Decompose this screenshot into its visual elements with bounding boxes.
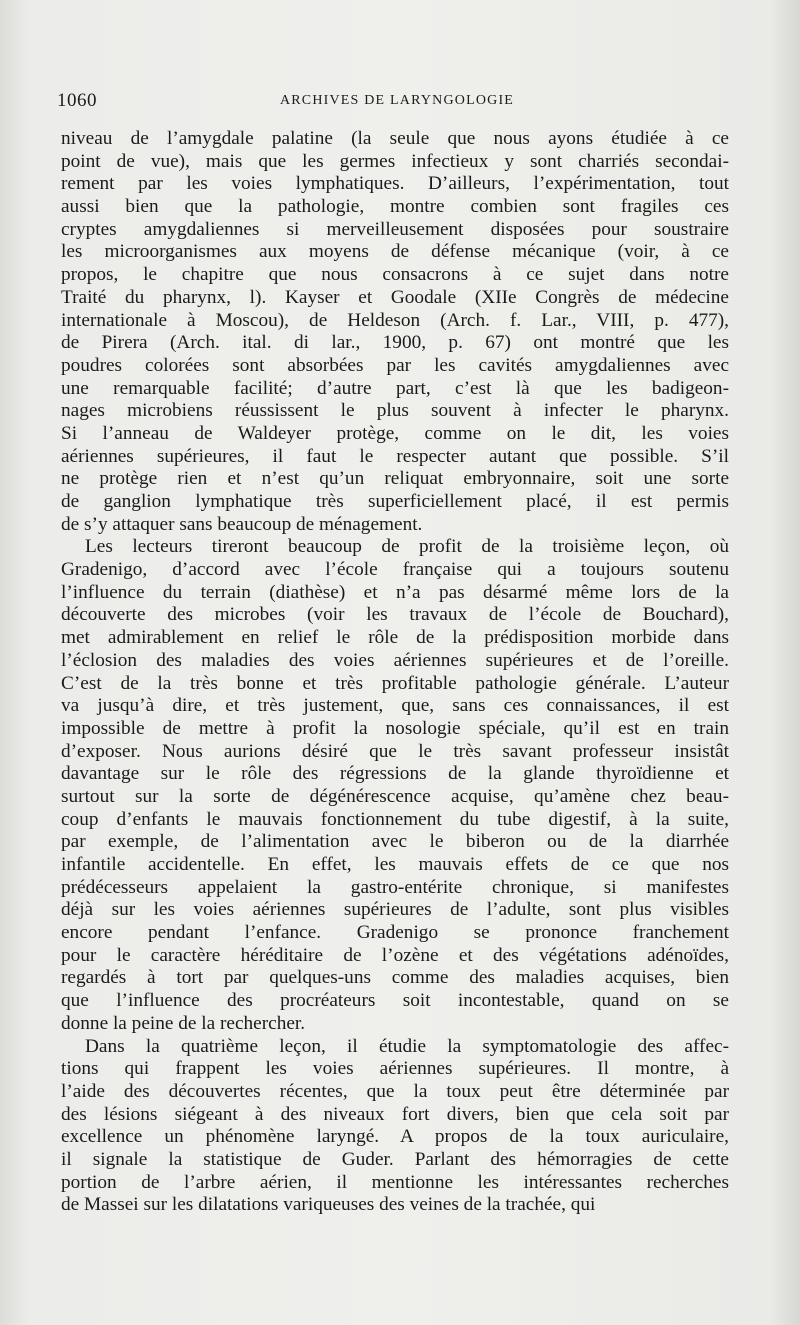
text-line: portion de l’arbre aérien, il mentionne les intéressantes recherches <box>61 1171 729 1193</box>
text-line: que l’influence des procréateurs soit incontestable, quand on se <box>61 990 729 1012</box>
text-line: Traité du pharynx, l). Kayser et Goodale (XIIe Congrès de médecine <box>61 286 729 308</box>
text-line: il signale la statistique de Guder. Parlant des hémorragies de cette <box>61 1148 729 1170</box>
text-line: surtout sur la sorte de dégénérescence acquise, qu’amène chez beau- <box>61 785 729 807</box>
text-line: davantage sur le rôle des régressions de la glande thyroïdienne et <box>61 763 729 785</box>
text-line: Dans la quatrième leçon, il étudie la symptomatologie des affec- <box>85 1035 729 1057</box>
running-title: ARCHIVES DE LARYNGOLOGIE <box>279 93 515 108</box>
running-header <box>57 90 737 116</box>
text-line: d’exposer. Nous aurions désiré que le très savant professeur insistât <box>61 740 729 762</box>
text-line: point de vue), mais que les germes infectieux y sont charriés secondai- <box>61 150 729 172</box>
text-line: poudres colorées sont absorbées par les cavités amygdaliennes avec <box>61 354 729 376</box>
text-line: encore pendant l’enfance. Gradenigo se prononce franchement <box>61 922 729 944</box>
text-line: l’influence du terrain (diathèse) et n’a pas désarmé même lors de la <box>61 581 729 603</box>
text-line: l’éclosion des maladies des voies aériennes supérieures et de l’oreille. <box>61 649 729 671</box>
text-line: aussi bien que la pathologie, montre combien sont fragiles ces <box>61 196 729 218</box>
text-line: regardés à tort par quelques-uns comme des maladies acquises, bien <box>61 967 729 989</box>
text-line: tions qui frappent les voies aériennes supérieures. Il montre, à <box>61 1058 729 1080</box>
text-line: met admirablement en relief le rôle de la prédisposition morbide dans <box>61 627 729 649</box>
text-line: propos, le chapitre que nous consacrons à ce sujet dans notre <box>61 264 729 286</box>
text-line: va jusqu’à dire, et très justement, que, sans ces connaissances, il est <box>61 695 729 717</box>
text-line: les microorganismes aux moyens de défense mécanique (voir, à ce <box>61 241 729 263</box>
text-line: C’est de la très bonne et très profitable pathologie générale. L’auteur <box>61 672 729 694</box>
text-line: Les lecteurs tireront beaucoup de profit de la troisième leçon, où <box>85 536 729 558</box>
text-line: impossible de mettre à profit la nosologie spéciale, qu’il est en train <box>61 717 729 739</box>
text-line: de s’y attaquer sans beaucoup de ménagement. <box>61 513 423 535</box>
text-line: déjà sur les voies aériennes supérieures de l’adulte, sont plus visibles <box>61 899 729 921</box>
text-line: l’aide des découvertes récentes, que la toux peut être déterminée par <box>61 1080 729 1102</box>
text-line: cryptes amygdaliennes si merveilleusement disposées pour soustraire <box>61 218 729 240</box>
text-line: découverte des microbes (voir les travaux de l’école de Bouchard), <box>61 604 729 626</box>
body-text <box>61 128 729 1217</box>
text-line: internationale à Moscou), de Heldeson (Arch. f. Lar., VIII, p. 477), <box>61 309 729 331</box>
text-line: Si l’anneau de Waldeyer protège, comme on le dit, les voies <box>61 422 729 444</box>
text-line: niveau de l’amygdale palatine (la seule que nous ayons étudiée à ce <box>61 128 729 149</box>
text-line: par exemple, de l’alimentation avec le biberon ou de la diarrhée <box>61 831 729 853</box>
text-line: de ganglion lymphatique très superficiellement placé, il est permis <box>61 491 729 512</box>
text-line: donne la peine de la rechercher. <box>61 1012 306 1034</box>
text-line: Gradenigo, d’accord avec l’école française qui a toujours soutenu <box>61 559 729 581</box>
text-line: ne protège rien et n’est qu’un reliquat embryonnaire, soit une sorte <box>61 468 729 490</box>
text-line: de Pirera (Arch. ital. di lar., 1900, p. 67) ont montré que les <box>61 332 729 354</box>
page-number: 1060 <box>57 90 97 111</box>
text-line: de Massei sur les dilatations variqueuses des veines de la trachée, qui <box>61 1194 596 1216</box>
text-line: excellence un phénomène laryngé. A propos de la toux auriculaire, <box>61 1126 729 1148</box>
text-line: rement par les voies lymphatiques. D’ailleurs, l’expérimentation, tout <box>61 173 729 195</box>
text-line: coup d’enfants le mauvais fonctionnement du tube digestif, à la suite, <box>61 808 729 830</box>
text-line: infantile accidentelle. En effet, les mauvais effets de ce que nos <box>61 854 729 875</box>
text-line: des lésions siégeant à des niveaux fort divers, bien que cela soit par <box>61 1103 729 1125</box>
text-line: aériennes supérieures, il faut le respecter autant que possible. S’il <box>61 445 729 467</box>
text-line: pour le caractère héréditaire de l’ozène et des végétations adénoïdes, <box>61 944 729 966</box>
text-line: nages microbiens réussissent le plus souvent à infecter le pharynx. <box>61 400 729 422</box>
text-line: une remarquable facilité; d’autre part, c’est là que les badigeon- <box>61 377 729 399</box>
text-line: prédécesseurs appelaient la gastro-entérite chronique, si manifestes <box>61 876 729 898</box>
